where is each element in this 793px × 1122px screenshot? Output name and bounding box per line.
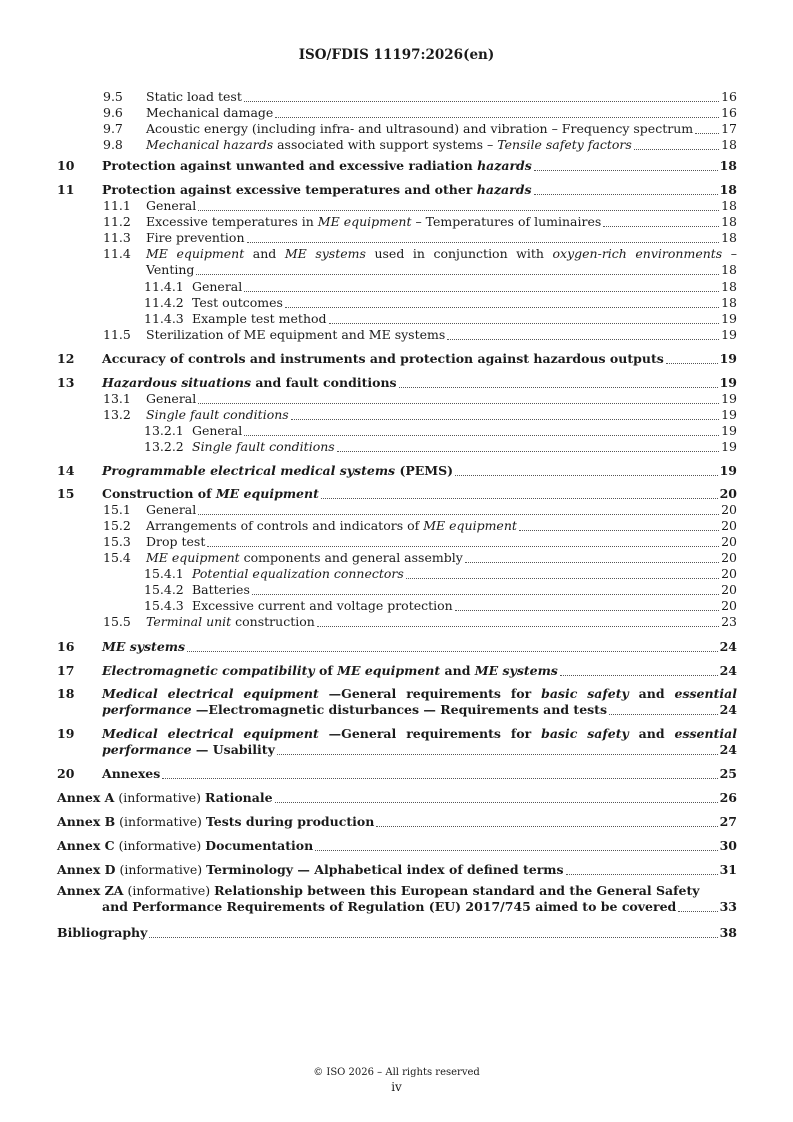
toc-entry-number: 9.5	[103, 89, 123, 104]
toc-entry[interactable]	[0, 121, 793, 137]
toc-entry-title-segment: Drop test	[146, 534, 206, 549]
dot-leader	[244, 281, 719, 292]
toc-entry-title-segment: Tests during production	[205, 814, 375, 829]
toc-entry-title	[57, 790, 273, 806]
toc-entry-title-segment: Terminal unit	[146, 614, 232, 629]
toc-entry-page: 27	[719, 814, 737, 829]
toc-entry[interactable]	[0, 463, 793, 479]
toc-entry[interactable]	[0, 230, 793, 246]
toc-entry-page: 31	[719, 862, 737, 877]
toc-entry-page: 20	[721, 502, 737, 517]
toc-entry-title	[102, 158, 532, 174]
dot-leader	[149, 927, 717, 938]
toc-entry-title	[146, 246, 737, 262]
toc-entry[interactable]	[0, 158, 793, 174]
toc-entry-number: 15.3	[103, 534, 131, 549]
toc-entry-page: 19	[721, 327, 737, 342]
toc-entry-title	[192, 582, 250, 598]
toc-entry[interactable]	[0, 518, 793, 534]
dot-leader	[666, 353, 718, 364]
toc-entry-title-segment: Excessive current and voltage protection	[192, 598, 453, 613]
page-footer	[0, 1067, 793, 1094]
toc-entry-title-segment: –	[722, 246, 738, 261]
toc-entry-title	[192, 566, 404, 582]
toc-entry-page: 18	[721, 137, 737, 152]
toc-entry-title	[146, 518, 517, 534]
toc-entry-title-segment: —Electromagnetic disturbances — Requirements and tests	[191, 702, 607, 717]
toc-entry[interactable]	[0, 295, 793, 311]
toc-entry-page: 18	[721, 198, 737, 213]
toc-entry-number: 11.3	[103, 230, 131, 245]
dot-leader	[207, 536, 719, 547]
toc-entry-page: 19	[721, 391, 737, 406]
toc-entry-number: 15.4.2	[144, 582, 184, 597]
toc-entry-title-segment: Single fault conditions	[146, 407, 289, 422]
toc-entry-title-continuation	[146, 262, 194, 278]
toc-entry-number: 13.2	[103, 407, 131, 422]
dot-leader	[329, 313, 720, 324]
toc-entry[interactable]	[0, 105, 793, 121]
toc-entry-title-segment: Single fault conditions	[192, 439, 335, 454]
toc-entry[interactable]	[0, 391, 793, 407]
dot-leader	[455, 465, 718, 476]
toc-entry-title-segment: and	[628, 686, 675, 701]
toc-entry-title-segment: General	[146, 502, 197, 517]
toc-entry[interactable]	[0, 198, 793, 214]
toc-entry-title-segment: General	[146, 391, 197, 406]
toc-entry-title	[102, 182, 532, 198]
toc-entry-title	[192, 279, 242, 295]
toc-entry-title-segment: Programmable electrical medical systems	[102, 463, 396, 478]
toc-entry[interactable]	[0, 375, 793, 391]
dot-leader	[534, 160, 718, 171]
toc-entry-page: 20	[721, 518, 737, 533]
toc-entry[interactable]	[0, 814, 793, 830]
toc-entry-title-segment: Terminology — Alphabetical index of defined terms	[206, 862, 564, 877]
toc-entry-number: 12	[57, 351, 75, 366]
toc-entry-page: 18	[721, 279, 737, 294]
toc-entry-number: 15.1	[103, 502, 131, 517]
toc-entry-page: 18	[721, 214, 737, 229]
toc-entry-title-continuation	[102, 702, 607, 718]
toc-entry-title	[146, 502, 196, 518]
dot-leader	[198, 504, 719, 515]
toc-entry-title-segment: Hazardous situations	[102, 375, 251, 390]
toc-entry-number: 11.1	[103, 198, 131, 213]
dot-leader	[244, 425, 719, 436]
toc-entry-page: 24	[719, 663, 737, 678]
toc-entry-page: 19	[721, 311, 737, 326]
toc-entry-title-segment: —General requirements for	[318, 726, 542, 741]
dot-leader	[399, 377, 718, 388]
dot-leader	[198, 200, 719, 211]
toc-entry-page: 20	[721, 550, 737, 565]
toc-entry-title-segment: Annex A	[57, 790, 115, 805]
toc-entry-title-segment: associated with support systems –	[273, 137, 498, 152]
toc-entry-title	[57, 838, 313, 854]
toc-entry-number: 11.2	[103, 214, 131, 229]
toc-entry[interactable]	[0, 407, 793, 423]
dot-leader	[695, 123, 719, 134]
copyright-notice: © ISO 2026 – All rights reserved	[313, 1067, 480, 1078]
toc-entry-title	[146, 121, 693, 137]
toc-entry-page: 33	[719, 899, 737, 914]
toc-entry-title	[146, 198, 196, 214]
toc-entry-title	[146, 214, 601, 230]
toc-entry-page: 23	[721, 614, 737, 629]
toc-entry-page: 20	[721, 582, 737, 597]
toc-entry-title-segment: Venting	[146, 262, 195, 277]
toc-entry-title	[102, 351, 664, 367]
toc-entry[interactable]	[0, 582, 793, 598]
toc-entry-title	[102, 486, 319, 502]
toc-entry-title-segment: ME systems	[102, 639, 186, 654]
toc-entry-title-segment: ME equipment	[423, 518, 517, 533]
toc-entry-title-segment: Medical electrical equipment	[102, 686, 319, 701]
toc-entry-title-segment: Protection against unwanted and excessive radiation	[102, 158, 478, 173]
toc-entry-title-segment: oxygen-rich environments	[552, 246, 723, 261]
toc-entry-title	[146, 105, 273, 121]
toc-entry-title	[102, 639, 185, 655]
dot-leader	[244, 91, 719, 102]
toc-entry-title	[57, 814, 374, 830]
toc-entry-title	[192, 423, 242, 439]
toc-entry-title-segment: Sterilization of ME equipment and ME systems	[146, 327, 446, 342]
toc-entry-title	[102, 726, 737, 742]
toc-entry-page: 30	[719, 838, 737, 853]
dot-leader	[560, 665, 718, 676]
toc-entry[interactable]	[0, 766, 793, 782]
toc-entry-title	[146, 407, 289, 423]
toc-entry-title	[146, 391, 196, 407]
toc-entry[interactable]	[0, 182, 793, 198]
toc-entry[interactable]	[0, 838, 793, 854]
toc-entry[interactable]	[0, 663, 793, 679]
toc-entry-number: 17	[57, 663, 75, 678]
toc-entry-title-segment: construction	[231, 614, 315, 629]
toc-entry[interactable]	[0, 534, 793, 550]
toc-entry-title-segment: ME equipment	[146, 550, 240, 565]
toc-entry-title-segment: General	[192, 423, 243, 438]
toc-entry-title-segment: Arrangements of controls and indicators of	[146, 518, 424, 533]
toc-entry-title-segment: (informative)	[123, 883, 215, 898]
toc-entry[interactable]	[0, 486, 793, 502]
toc-entry-number: 18	[57, 686, 75, 701]
toc-entry-number: 15.4	[103, 550, 131, 565]
toc-entry-title-segment: Fire prevention	[146, 230, 245, 245]
document-id: ISO/FDIS 11197:2026(en)	[298, 47, 495, 63]
toc-entry[interactable]	[0, 423, 793, 439]
toc-entry-page: 20	[721, 534, 737, 549]
toc-entry-number: 13.2.2	[144, 439, 184, 454]
toc-entry-title-segment: basic safety	[541, 726, 629, 741]
toc-entry-title-segment: Annex D	[57, 862, 116, 877]
toc-entry-title-segment: (informative)	[115, 814, 206, 829]
toc-entry-title-segment: Acoustic energy (including infra- and ultrasound) and vibration – Frequency spectrum	[146, 121, 694, 136]
toc-entry-title-segment: —General requirements for	[318, 686, 542, 701]
toc-entry-number: 13.1	[103, 391, 131, 406]
dot-leader	[252, 584, 719, 595]
toc-entry-page: 20	[721, 598, 737, 613]
toc-entry-title-segment: Static load test	[146, 89, 242, 104]
toc-entry-title	[102, 375, 397, 391]
toc-entry-page: 19	[719, 375, 737, 390]
dot-leader	[198, 393, 719, 404]
toc-entry-number: 9.6	[103, 105, 123, 120]
toc-entry-title-segment: Batteries	[192, 582, 250, 597]
toc-entry-title	[146, 230, 245, 246]
toc-entry-title-segment: Potential equalization connectors	[192, 566, 404, 581]
toc-entry-title-segment: Rationale	[205, 790, 273, 805]
toc-entry-page: 19	[719, 463, 737, 478]
toc-entry-title-segment: General	[192, 279, 243, 294]
toc-entry-title	[192, 439, 335, 455]
toc-entry-title-segment: ME equipment	[337, 663, 441, 678]
dot-leader	[317, 616, 719, 627]
toc-entry-title-segment: Annex C	[57, 838, 115, 853]
toc-entry-title	[57, 925, 147, 941]
dot-leader	[247, 232, 720, 243]
toc-entry-title-segment: and fault conditions	[250, 375, 397, 390]
toc-entry-title	[146, 137, 632, 153]
toc-entry-page: 18	[721, 230, 737, 245]
toc-entry-page: 17	[721, 121, 737, 136]
toc-entry-title-segment: Protection against excessive temperatures and other	[102, 182, 477, 197]
toc-entry-title-segment: performance	[102, 702, 192, 717]
dot-leader	[321, 488, 718, 499]
toc-entry-title-segment: Excessive temperatures in	[146, 214, 318, 229]
toc-entry-page: 18	[721, 295, 737, 310]
dot-leader	[406, 568, 719, 579]
toc-entry-title-segment: basic safety	[541, 686, 629, 701]
toc-entry-title-segment: ME equipment	[146, 246, 245, 261]
dot-leader	[376, 816, 717, 827]
toc-entry-title-segment: Mechanical damage	[146, 105, 274, 120]
toc-entry-title	[102, 766, 160, 782]
toc-entry-title-segment: essential	[674, 686, 737, 701]
dot-leader	[609, 704, 718, 715]
toc-entry-title-segment: Annexes	[102, 766, 161, 781]
page-number: iv	[391, 1080, 402, 1094]
toc-entry-title-segment: Mechanical hazards	[146, 137, 274, 152]
toc-entry-title-segment: Annex ZA	[57, 883, 124, 898]
dot-leader	[196, 264, 719, 275]
toc-entry[interactable]	[0, 214, 793, 230]
toc-entry-page: 18	[719, 182, 737, 197]
toc-entry-page: 26	[719, 790, 737, 805]
toc-entry-title-continuation	[102, 742, 275, 758]
toc-entry[interactable]	[0, 550, 793, 566]
dot-leader	[603, 216, 719, 227]
toc-entry[interactable]	[0, 439, 793, 455]
toc-entry-title-segment: Relationship between this European standard and the General Safety	[214, 883, 700, 898]
toc-entry-title-segment: Tensile safety factors	[497, 137, 632, 152]
toc-entry-title-segment: essential	[674, 726, 737, 741]
toc-entry-number: 15.4.3	[144, 598, 184, 613]
toc-entry[interactable]	[0, 279, 793, 295]
toc-entry-page: 19	[719, 351, 737, 366]
dot-leader	[275, 107, 719, 118]
dot-leader	[678, 901, 717, 912]
toc-entry-number: 13.2.1	[144, 423, 184, 438]
toc-entry-title	[102, 663, 558, 679]
dot-leader	[634, 139, 719, 150]
toc-entry-number: 11.5	[103, 327, 131, 342]
toc-entry-title	[57, 862, 564, 878]
toc-entry-title-segment: ME systems	[284, 246, 366, 261]
toc-entry-title-segment: (informative)	[115, 862, 207, 877]
toc-entry-number: 16	[57, 639, 75, 654]
toc-entry[interactable]	[0, 726, 793, 758]
toc-entry-title	[146, 89, 242, 105]
toc-entry[interactable]	[0, 614, 793, 630]
toc-entry[interactable]	[0, 327, 793, 343]
toc-entry-title-segment: components and general assembly	[239, 550, 463, 565]
toc-entry-number: 14	[57, 463, 75, 478]
toc-entry-page: 25	[719, 766, 737, 781]
dot-leader	[534, 184, 718, 195]
dot-leader	[277, 744, 718, 755]
dot-leader	[285, 297, 719, 308]
toc-entry-number: 15.5	[103, 614, 131, 629]
toc-entry[interactable]	[0, 502, 793, 518]
toc-entry-title-segment: and Performance Requirements of Regulation (EU) 2017/745 aimed to be covered	[102, 899, 677, 914]
toc-entry-page: 19	[721, 439, 737, 454]
dot-leader	[566, 864, 718, 875]
toc-entry-number: 9.7	[103, 121, 123, 136]
toc-entry-title-segment: Example test method	[192, 311, 327, 326]
toc-entry[interactable]	[0, 351, 793, 367]
dot-leader	[187, 641, 718, 652]
toc-entry-number: 11.4.2	[144, 295, 184, 310]
toc-entry-title-segment: Annex B	[57, 814, 116, 829]
toc-entry-number: 11.4	[103, 246, 131, 261]
toc-entry-page: 38	[719, 925, 737, 940]
dot-leader	[291, 409, 719, 420]
toc-entry-title-segment: and	[440, 663, 475, 678]
toc-entry-title-segment: and	[628, 726, 675, 741]
toc-entry-number: 15.4.1	[144, 566, 184, 581]
dot-leader	[519, 520, 719, 531]
toc-entry-title-segment: – Temperatures of luminaires	[411, 214, 602, 229]
toc-entry-number: 20	[57, 766, 75, 781]
toc-entry-title	[57, 883, 737, 899]
toc-entry-title-segment: used in conjunction with	[365, 246, 553, 261]
toc-entry-title-segment: (informative)	[114, 790, 206, 805]
toc-entry[interactable]	[0, 246, 793, 278]
toc-entry-title	[146, 614, 315, 630]
dot-leader	[162, 768, 717, 779]
toc-entry-page: 20	[719, 486, 737, 501]
toc-entry-title-segment: performance	[102, 742, 192, 757]
toc-entry[interactable]	[0, 566, 793, 582]
toc-entry-title	[102, 686, 737, 702]
toc-entry-title	[146, 534, 205, 550]
toc-entry-title-segment: Construction of	[102, 486, 216, 501]
toc-entry-title	[192, 598, 453, 614]
toc-entry[interactable]	[0, 883, 793, 915]
toc-entry-title-segment: of	[314, 663, 338, 678]
toc-entry-number: 15.2	[103, 518, 131, 533]
dot-leader	[337, 441, 719, 452]
toc-entry-number: 11	[57, 182, 75, 197]
toc-entry[interactable]	[0, 925, 793, 941]
toc-entry-page: 18	[721, 262, 737, 277]
toc-entry[interactable]	[0, 639, 793, 655]
toc-entry-title	[146, 550, 463, 566]
toc-entry-title-segment: Medical electrical equipment	[102, 726, 319, 741]
toc-entry-number: 11.4.3	[144, 311, 184, 326]
toc-entry-title-segment: ME equipment	[215, 486, 319, 501]
toc-entry-number: 10	[57, 158, 75, 173]
toc-entry-number: 13	[57, 375, 75, 390]
toc-entry-number: 15	[57, 486, 75, 501]
toc-entry-title-segment: Electromagnetic compatibility	[102, 663, 315, 678]
toc-entry-title-segment: — Usability	[191, 742, 275, 757]
dot-leader	[315, 840, 717, 851]
toc-entry[interactable]	[0, 686, 793, 718]
toc-entry-page: 24	[719, 742, 737, 757]
dot-leader	[455, 600, 719, 611]
toc-entry[interactable]	[0, 89, 793, 105]
toc-entry-page: 19	[721, 407, 737, 422]
toc-entry-title	[102, 463, 453, 479]
toc-entry-title-segment: Test outcomes	[192, 295, 283, 310]
toc-entry-number: 11.4.1	[144, 279, 184, 294]
toc-entry-number: 9.8	[103, 137, 123, 152]
toc-entry-title	[146, 327, 445, 343]
toc-entry-page: 16	[721, 89, 737, 104]
toc-entry[interactable]	[0, 790, 793, 806]
toc-entry-title	[192, 311, 327, 327]
toc-entry-title-segment: ME equipment	[317, 214, 412, 229]
toc-entry[interactable]	[0, 862, 793, 878]
toc-entry[interactable]	[0, 598, 793, 614]
toc-entry-page: 16	[721, 105, 737, 120]
toc-entry-title-segment: (informative)	[114, 838, 206, 853]
toc-entry[interactable]	[0, 137, 793, 153]
toc-entry-title-segment: hazards	[477, 158, 532, 173]
toc-entry-page: 19	[721, 423, 737, 438]
dot-leader	[465, 552, 719, 563]
toc-entry-title-segment: General	[146, 198, 197, 213]
toc-entry-page: 18	[719, 158, 737, 173]
toc-entry-title	[192, 295, 283, 311]
toc-entry[interactable]	[0, 311, 793, 327]
document-header	[0, 47, 793, 63]
toc-entry-title-segment: ME systems	[474, 663, 558, 678]
toc-entry-title-continuation	[102, 899, 676, 915]
toc-entry-page: 24	[719, 702, 737, 717]
dot-leader	[447, 329, 719, 340]
toc-entry-number: 19	[57, 726, 75, 741]
toc-entry-title-segment: and	[244, 246, 285, 261]
toc-entry-title-segment: Accuracy of controls and instruments and protection against hazardous outputs	[102, 351, 664, 366]
toc-entry-page: 24	[719, 639, 737, 654]
toc-entry-title-segment: hazards	[476, 182, 532, 197]
toc-entry-title-segment: Documentation	[205, 838, 314, 853]
toc-entry-title-segment: (PEMS)	[395, 463, 454, 478]
dot-leader	[275, 792, 718, 803]
toc-entry-title-segment: Bibliography	[57, 925, 148, 940]
toc-entry-page: 20	[721, 566, 737, 581]
